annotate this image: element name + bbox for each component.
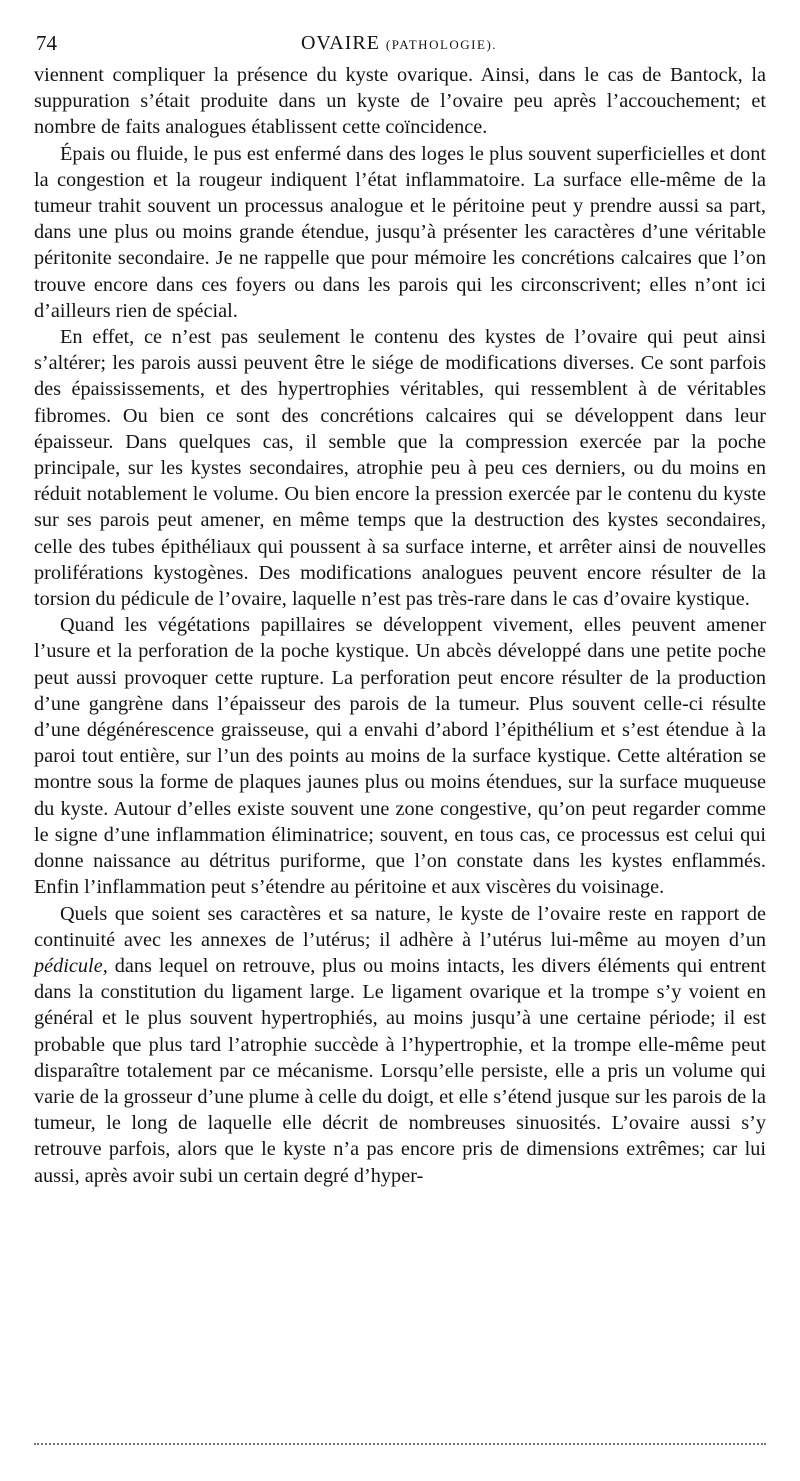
paragraph-text: viennent compliquer la présence du kyste ovarique. Ainsi, dans le cas de Bantock, la suppuration s’était produite dans un kyste de l’ovaire peu après l’accouchement; et nombre de faits analogues établissent cette coïncidence. xyxy=(34,64,766,139)
paragraph-text-continued: dans lequel on retrouve, plus ou moins intacts, les divers éléments qui entrent dans la constitution du ligament large. Le ligament ovarique et la trompe s’y voient en général et le plus souvent hypertrophiés, au moins jusqu’à une certaine période; il est probable que plus tard l’atrophie succède à l’hypertrophie, et la trompe elle-même peut disparaître totalement par ce mécanisme. Lorsqu’elle persiste, elle a pris un volume qui varie de la grosseur d’une plume à celle du doigt, et elle s’étend jusque sur les parois de la tumeur, le long de laquelle elle décrit de nombreuses sinuosités. L’ovaire aussi s’y retrouve parfois, alors que le kyste n’a pas encore pris de dimensions extrêmes; car lui aussi, après avoir subi un certain degré d’hyper- xyxy=(34,954,766,1187)
paragraph-3 xyxy=(34,324,766,612)
body-text xyxy=(34,62,766,1189)
italic-term: pédicule, xyxy=(34,954,108,977)
paragraph-text: Quand les végétations papillaires se développent vivement, elles peuvent amener l’usure et la perforation de la poche kystique. Un abcès développé dans une petite poche peut aussi provoquer cette rupture. La perforation peut encore résulter de la production d’une gangrène dans l’épaisseur des parois de la tumeur. Plus souvent celle-ci résulte d’une dégénérescence graisseuse, qui a envahi d’abord l’épithélium et s’est étendue à la paroi tout entière, sur l’un des points au moins de la surface kystique. Cette altération se montre sous la forme de plaques jaunes plus ou moins étendues, sur la surface muqueuse du kyste. Autour d’elles existe souvent une zone congestive, qu’on peut regarder comme le signe d’une inflammation éliminatrice; souvent, en tous cas, ce processus est celui qui donne naissance au détritus puriforme, que l’on constate dans les kystes enflammés. Enfin l’inflammation peut s’étendre au péritoine et aux viscères du voisinage. xyxy=(34,614,766,899)
footer-dotted-rule xyxy=(34,1443,766,1445)
page-header xyxy=(34,28,764,58)
running-head-title: OVAIRE xyxy=(300,32,380,54)
running-head xyxy=(34,28,764,60)
paragraph-text: En effet, ce n’est pas seulement le contenu des kystes de l’ovaire qui peut ainsi s’altérer; les parois aussi peuvent être le siége de modifications diverses. Ce sont parfois des épaississements, et des hypertrophies véritables, qui ressemblent à de véritables fibromes. Ou bien ce sont des concrétions calcaires qui se développent dans leur épaisseur. Dans quelques cas, il semble que la compression exercée par la poche principale, sur les kystes secondaires, atrophie peu à peu ces derniers, ou du moins en réduit notablement le volume. Ou bien encore la pression exercée par le contenu du kyste sur ses parois peut amener, en même temps que la destruction des kystes secondaires, celle des tubes épithéliaux qui poussent à sa surface interne, et arrêter ainsi de nouvelles proliférations kystogènes. Des modifications analogues peuvent encore résulter de la torsion du pédicule de l’ovaire, laquelle n’est pas très-rare dans le cas d’ovaire kystique. xyxy=(34,326,766,611)
paragraph-4 xyxy=(34,612,766,900)
paragraph-5 xyxy=(34,901,766,1189)
paragraph-text: Épais ou fluide, le pus est enfermé dans des loges le plus souvent superficielles et dont la congestion et la rougeur indiquent l’état inflammatoire. La surface elle-même de la tumeur trahit souvent un processus analogue et le péritoine peut y prendre aussi sa part, dans une plus ou moins grande étendue, jusqu’à présenter les caractères d’une véritable péritonite secondaire. Je ne rappelle que pour mémoire les concrétions calcaires que l’on trouve encore dans ces foyers ou dans les parois qui les circonscrivent; elles n’ont ici d’ailleurs rien de spécial. xyxy=(34,142,766,322)
page-number: 74 xyxy=(36,31,57,55)
running-head-subtitle: (PATHOLOGIE). xyxy=(385,37,498,52)
paragraph-1 xyxy=(34,62,766,141)
paragraph-2 xyxy=(34,141,766,324)
paragraph-text: Quels que soient ses caractères et sa nature, le kyste de l’ovaire reste en rapport de continuité avec les annexes de l’utérus; il adhère à l’utérus lui-même au moyen d’un xyxy=(34,902,766,951)
